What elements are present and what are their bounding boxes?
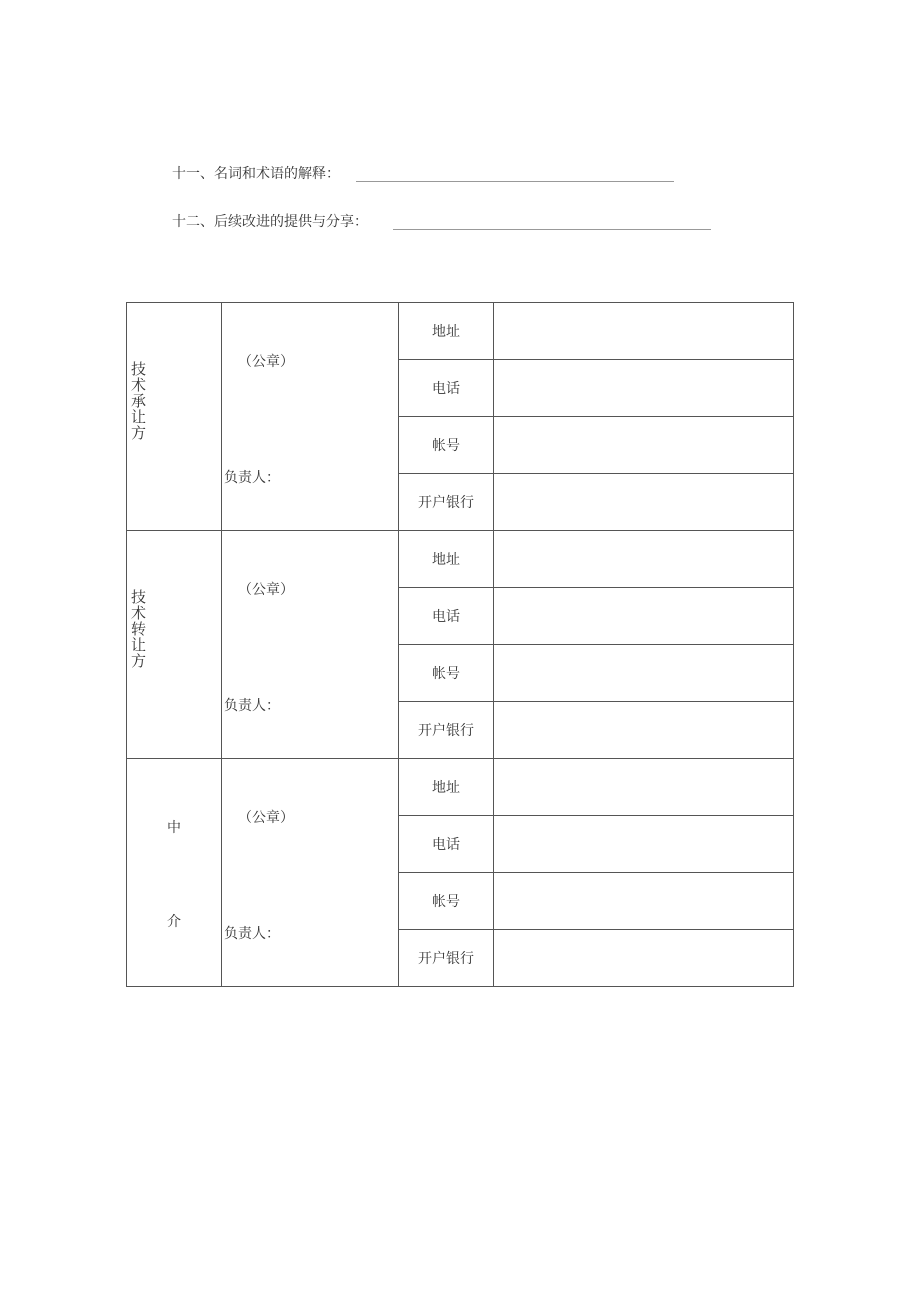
field-value-account[interactable] [494, 873, 794, 930]
clause-11-label: 十一、名词和术语的解释： [172, 166, 340, 182]
party-name-cell [127, 759, 222, 987]
field-label-bank: 开户银行 [399, 702, 494, 759]
seal-cell[interactable] [222, 303, 399, 531]
signer-label: 负责人： [224, 470, 280, 486]
party-name-intermediary-char-1: 中 [167, 820, 181, 836]
field-value-phone[interactable] [494, 588, 794, 645]
field-value-phone[interactable] [494, 360, 794, 417]
field-value-address[interactable] [494, 759, 794, 816]
parties-table [126, 302, 794, 987]
seal-cell[interactable] [222, 759, 399, 987]
field-label-phone: 电话 [399, 816, 494, 873]
field-value-account[interactable] [494, 645, 794, 702]
table-row [127, 531, 794, 588]
field-label-address: 地址 [399, 531, 494, 588]
seal-label: （公章） [238, 582, 294, 598]
field-value-account[interactable] [494, 417, 794, 474]
table-row [127, 303, 794, 360]
party-name-transferor: 技术转让方 [131, 588, 147, 670]
field-label-address: 地址 [399, 303, 494, 360]
table-row [127, 759, 794, 816]
clause-12-blank-line[interactable] [393, 229, 711, 230]
field-value-bank[interactable] [494, 474, 794, 531]
field-label-account: 帐号 [399, 873, 494, 930]
field-label-bank: 开户银行 [399, 474, 494, 531]
party-name-cell [127, 531, 222, 759]
field-value-address[interactable] [494, 303, 794, 360]
seal-label: （公章） [238, 354, 294, 370]
signer-label: 负责人： [224, 698, 280, 714]
field-value-phone[interactable] [494, 816, 794, 873]
party-name-cell [127, 303, 222, 531]
field-value-bank[interactable] [494, 930, 794, 987]
clause-12-label: 十二、后续改进的提供与分享： [172, 214, 368, 230]
seal-cell[interactable] [222, 531, 399, 759]
field-label-phone: 电话 [399, 360, 494, 417]
field-label-address: 地址 [399, 759, 494, 816]
clause-11-blank-line[interactable] [356, 181, 674, 182]
signer-label: 负责人： [224, 926, 280, 942]
field-value-bank[interactable] [494, 702, 794, 759]
party-name-intermediary-char-2: 介 [167, 914, 181, 930]
field-value-address[interactable] [494, 531, 794, 588]
field-label-account: 帐号 [399, 645, 494, 702]
seal-label: （公章） [238, 810, 294, 826]
field-label-account: 帐号 [399, 417, 494, 474]
field-label-bank: 开户银行 [399, 930, 494, 987]
party-name-transferee: 技术承让方 [131, 360, 147, 442]
field-label-phone: 电话 [399, 588, 494, 645]
